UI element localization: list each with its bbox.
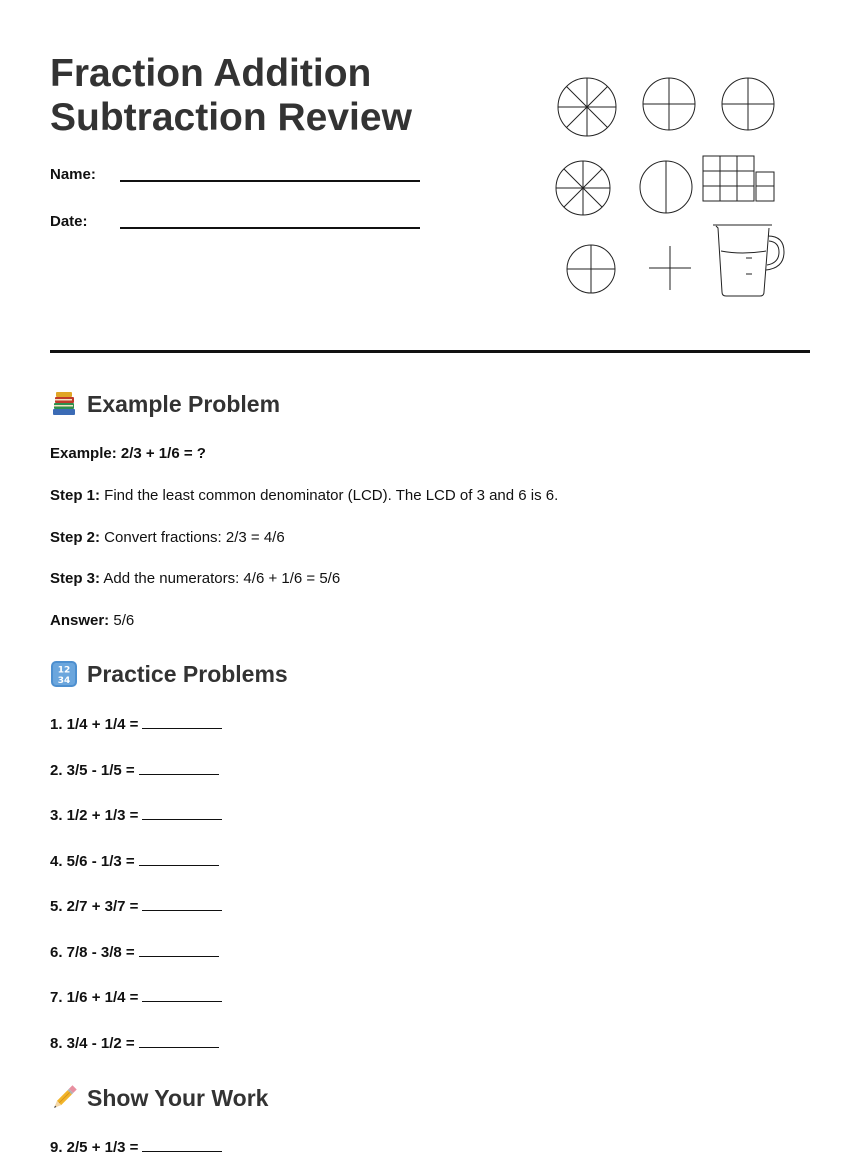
circle-halves-icon	[640, 161, 692, 213]
work-heading-text: Show Your Work	[87, 1085, 269, 1111]
svg-text:34: 34	[57, 676, 71, 686]
books-icon	[50, 390, 78, 418]
circle-quarters-icon	[643, 78, 695, 130]
example-step-label: Step 1:	[50, 487, 101, 504]
header-divider	[50, 350, 810, 353]
example-heading	[50, 389, 280, 419]
problem-text: 4. 5/6 - 1/3 =	[50, 853, 135, 870]
plus-sign-icon	[649, 246, 691, 290]
problem-text: 8. 3/4 - 1/2 =	[50, 1035, 135, 1052]
practice-problem	[50, 988, 222, 1008]
circle-eighths-icon	[558, 78, 616, 136]
name-label: Name:	[50, 166, 96, 183]
worksheet-page	[50, 0, 810, 1161]
problem-text: 5. 2/7 + 3/7 =	[50, 898, 139, 915]
grid-block-icon	[703, 156, 774, 201]
example-step	[50, 486, 558, 506]
circle-quarters-icon	[722, 78, 774, 130]
example-step-label: Step 3:	[50, 570, 101, 587]
answer-blank[interactable]	[142, 898, 222, 911]
example-answer	[50, 611, 134, 631]
work-problem	[50, 1138, 222, 1158]
example-heading-text: Example Problem	[87, 391, 281, 417]
answer-blank[interactable]	[139, 944, 219, 957]
pencil-icon	[50, 1084, 78, 1112]
example-step-label: Step 2:	[50, 529, 101, 546]
svg-text:12: 12	[57, 665, 71, 676]
example-step-text: Find the least common denominator (LCD). The LCD of 3 and 6 is 6.	[100, 487, 559, 504]
practice-heading-text: Practice Problems	[87, 661, 288, 687]
example-step	[50, 569, 340, 589]
measuring-jug-icon	[713, 225, 784, 296]
practice-problem	[50, 1034, 219, 1054]
problem-text: 1. 1/4 + 1/4 =	[50, 716, 139, 733]
problem-text: 9. 2/5 + 1/3 =	[50, 1139, 139, 1156]
example-step-text: Convert fractions: 2/3 = 4/6	[100, 529, 285, 546]
circle-quarters-icon	[567, 245, 615, 293]
example-prompt-text: Example: 2/3 + 1/6 = ?	[50, 445, 206, 462]
page-title	[50, 52, 490, 140]
number-keycap-icon	[50, 660, 78, 688]
practice-problem	[50, 761, 219, 781]
answer-blank[interactable]	[142, 716, 222, 729]
practice-problem	[50, 852, 219, 872]
problem-text: 7. 1/6 + 1/4 =	[50, 989, 139, 1006]
practice-heading	[50, 659, 288, 689]
date-underline[interactable]	[120, 227, 420, 229]
example-answer-text: 5/6	[109, 612, 135, 629]
problem-text: 6. 7/8 - 3/8 =	[50, 944, 135, 961]
worksheet-header	[50, 50, 810, 300]
example-prompt	[50, 444, 206, 464]
example-answer-label: Answer:	[50, 612, 110, 629]
date-label: Date:	[50, 213, 88, 230]
answer-blank[interactable]	[142, 989, 222, 1002]
practice-problem	[50, 897, 222, 917]
example-step-text: Add the numerators: 4/6 + 1/6 = 5/6	[100, 570, 341, 587]
answer-blank[interactable]	[139, 853, 219, 866]
practice-problem	[50, 715, 222, 735]
practice-problem	[50, 943, 219, 963]
circle-eighths-icon	[556, 161, 610, 215]
fraction-illustration-icon	[550, 72, 795, 302]
answer-blank[interactable]	[139, 1035, 219, 1048]
title-line-1: Fraction Addition	[50, 52, 372, 95]
problem-text: 2. 3/5 - 1/5 =	[50, 762, 135, 779]
example-step	[50, 528, 285, 548]
answer-blank[interactable]	[139, 762, 219, 775]
practice-problem	[50, 806, 222, 826]
answer-blank[interactable]	[142, 807, 222, 820]
answer-blank[interactable]	[142, 1139, 222, 1152]
name-underline[interactable]	[120, 180, 420, 182]
work-heading	[50, 1083, 268, 1113]
title-line-2: Subtraction Review	[50, 96, 412, 139]
problem-text: 3. 1/2 + 1/3 =	[50, 807, 139, 824]
